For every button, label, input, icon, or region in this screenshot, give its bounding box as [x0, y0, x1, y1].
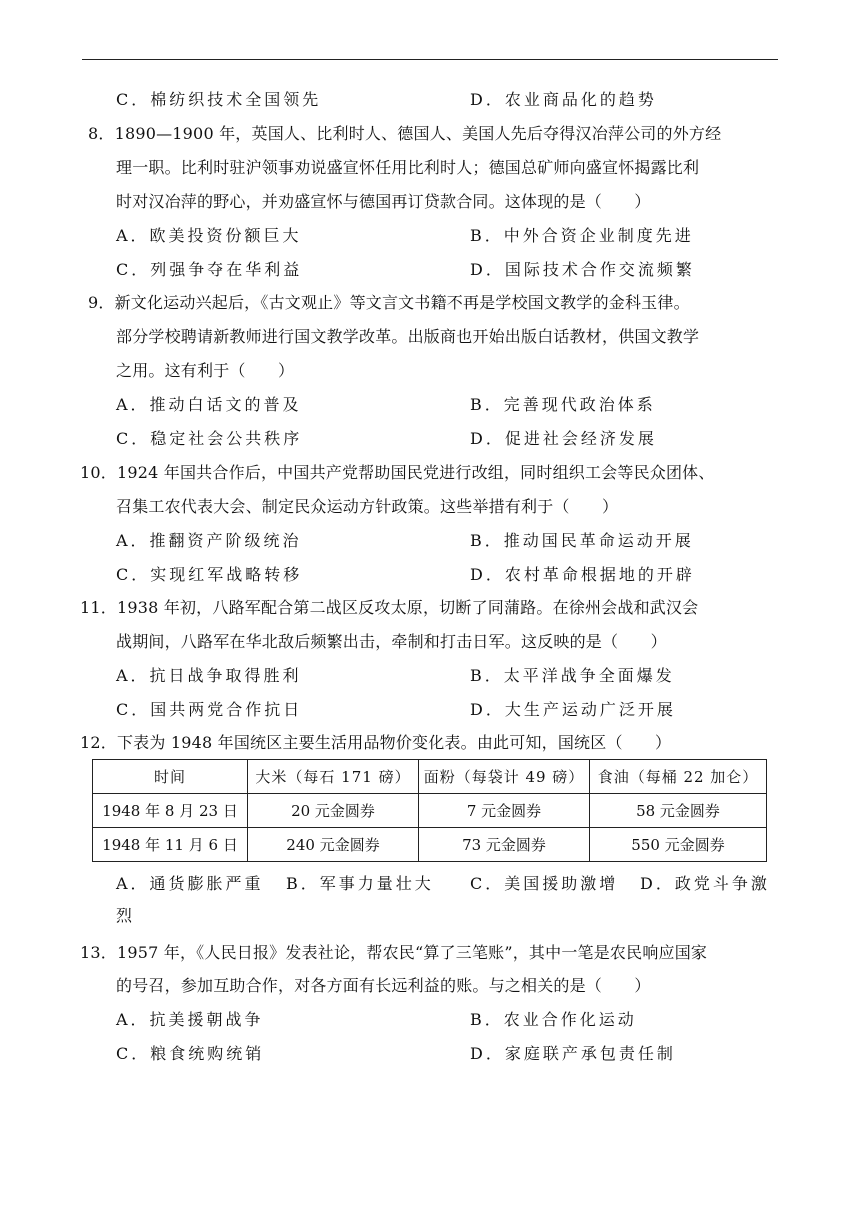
- header-cell-time: 时间: [93, 760, 248, 794]
- q11-stem-line-1: 11．1938 年初，八路军配合第二战区反攻太原，切断了同蒲路。在徐州会战和武汉会: [80, 598, 699, 617]
- table-cell: 58 元金圆券: [590, 794, 767, 828]
- q10-option-a: A．推翻资产阶级统治: [116, 531, 302, 550]
- table-cell: 240 元金圆券: [248, 828, 419, 862]
- price-table-header-row: [93, 760, 767, 794]
- q13-stem-line-1: 13．1957 年，《人民日报》发表社论，帮农民“算了三笔账”，其中一笔是农民响应国家: [80, 943, 708, 962]
- q12-option-c: C．美国援助激增: [470, 874, 619, 893]
- q8-option-b: B．中外合资企业制度先进: [470, 226, 694, 245]
- q10-option-c: C．实现红军战略转移: [116, 565, 303, 584]
- q10-stem-line-1: 10．1924 年国共合作后，中国共产党帮助国民党进行改组，同时组织工会等民众团体、: [80, 463, 715, 482]
- q10-option-d: D．农村革命根据地的开辟: [470, 565, 695, 584]
- q9-option-c: C．稳定社会公共秩序: [116, 429, 303, 448]
- q9-option-b: B．完善现代政治体系: [470, 395, 656, 414]
- q8-stem-line-2: 理一职。比利时驻沪领事劝说盛宣怀任用比利时人；德国总矿师向盛宣怀揭露比利: [116, 158, 700, 177]
- q13-option-c: C．粮食统购统销: [116, 1044, 265, 1063]
- q9-option-d: D．促进社会经济发展: [470, 429, 657, 448]
- header-cell-flour: 面粉（每袋计 49 磅）: [419, 760, 590, 794]
- q12-option-d-wrap: 烈: [116, 906, 136, 925]
- q11-option-c: C．国共两党合作抗日: [116, 700, 303, 719]
- q8-option-d: D．国际技术合作交流频繁: [470, 260, 695, 279]
- q12-option-a: A．通货膨胀严重: [116, 874, 264, 893]
- table-cell: 20 元金圆券: [248, 794, 419, 828]
- q11-option-d: D．大生产运动广泛开展: [470, 700, 676, 719]
- price-table: [92, 759, 767, 862]
- q10-option-b: B．推动国民革命运动开展: [470, 531, 694, 550]
- q7-option-d: D．农业商品化的趋势: [470, 90, 657, 109]
- q8-option-c: C．列强争夺在华利益: [116, 260, 303, 279]
- q13-option-d: D．家庭联产承包责任制: [470, 1044, 676, 1063]
- q9-option-a: A．推动白话文的普及: [116, 395, 302, 414]
- table-cell: 7 元金圆券: [419, 794, 590, 828]
- table-cell: 1948 年 11 月 6 日: [93, 828, 248, 862]
- q11-stem-line-2: 战期间，八路军在华北敌后频繁出击，牵制和打击日军。这反映的是（ ）: [116, 632, 667, 651]
- table-row: [93, 794, 767, 828]
- header-cell-rice: 大米（每石 171 磅）: [248, 760, 419, 794]
- q11-option-a: A．抗日战争取得胜利: [116, 666, 302, 685]
- table-row: [93, 828, 767, 862]
- q9-stem-line-3: 之用。这有利于（ ）: [116, 361, 295, 380]
- q11-option-b: B．太平洋战争全面爆发: [470, 666, 675, 685]
- q8-option-a: A．欧美投资份额巨大: [116, 226, 302, 245]
- q7-option-c: C．棉纺织技术全国领先: [116, 90, 322, 109]
- q13-stem-line-2: 的号召，参加互助合作，对各方面有长远利益的账。与之相关的是（ ）: [116, 976, 651, 995]
- q8-stem-line-1: 8．1890—1900 年，英国人、比利时人、德国人、美国人先后夺得汉冶萍公司的外方经: [88, 124, 722, 143]
- q9-stem-line-2: 部分学校聘请新教师进行国文教学改革。出版商也开始出版白话教材，供国文教学: [116, 327, 700, 346]
- q12-option-b: B．军事力量壮大: [286, 874, 434, 893]
- q12-stem-line-1: 12．下表为 1948 年国统区主要生活用品物价变化表。由此可知，国统区（ ）: [80, 733, 672, 752]
- q12-option-d: D．政党斗争激: [640, 874, 770, 893]
- header-cell-oil: 食油（每桶 22 加仑）: [590, 760, 767, 794]
- table-cell: 1948 年 8 月 23 日: [93, 794, 248, 828]
- q13-option-b: B．农业合作化运动: [470, 1010, 637, 1029]
- q8-stem-line-3: 时对汉冶萍的野心，并劝盛宣怀与德国再订贷款合同。这体现的是（ ）: [116, 192, 651, 211]
- q10-stem-line-2: 召集工农代表大会、制定民众运动方针政策。这些举措有利于（ ）: [116, 497, 619, 516]
- q9-stem-line-1: 9．新文化运动兴起后，《古文观止》等文言文书籍不再是学校国文教学的金科玉律。: [88, 293, 690, 312]
- q13-option-a: A．抗美援朝战争: [116, 1010, 264, 1029]
- table-cell: 550 元金圆券: [590, 828, 767, 862]
- header-rule: [82, 59, 778, 60]
- table-cell: 73 元金圆券: [419, 828, 590, 862]
